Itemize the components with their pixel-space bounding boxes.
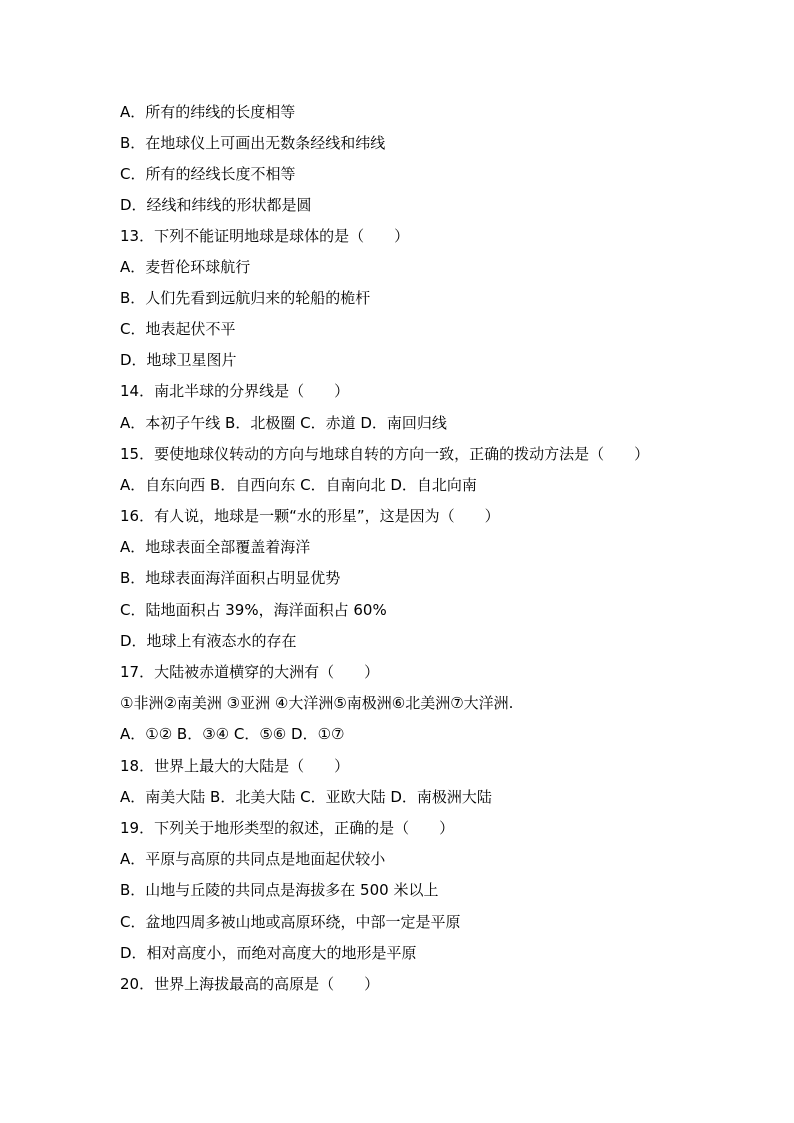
option-line: A．①② B．③④ C．⑤⑥ D．①⑦ [120, 725, 345, 743]
option-line: D．经线和纬线的形状都是圆 [120, 196, 312, 214]
option-line: A．地球表面全部覆盖着海洋 [120, 538, 311, 556]
option-line: B．在地球仪上可画出无数条经线和纬线 [120, 134, 386, 152]
option-line: C．地表起伏不平 [120, 320, 236, 338]
question-line: 20．世界上海拔最高的高原是（ ） [120, 975, 380, 993]
option-line: A．所有的纬线的长度相等 [120, 103, 296, 121]
question-line: 16．有人说，地球是一颗“水的形星”，这是因为（ ） [120, 507, 500, 525]
question-line: 14．南北半球的分界线是（ ） [120, 382, 350, 400]
option-line: D．相对高度小，而绝对高度大的地形是平原 [120, 944, 417, 962]
option-line: C．盆地四周多被山地或高原环绕，中部一定是平原 [120, 913, 461, 931]
option-line: A．南美大陆 B．北美大陆 C．亚欧大陆 D．南极洲大陆 [120, 788, 492, 806]
option-line: B．地球表面海洋面积占明显优势 [120, 569, 341, 587]
question-line: 18．世界上最大的大陆是（ ） [120, 757, 350, 775]
question-line: 19．下列关于地形类型的叙述，正确的是（ ） [120, 819, 455, 837]
option-line: C．所有的经线长度不相等 [120, 165, 296, 183]
option-line: D．地球卫星图片 [120, 351, 237, 369]
question-line: 17．大陆被赤道横穿的大洲有（ ） [120, 663, 380, 681]
option-line: A．平原与高原的共同点是地面起伏较小 [120, 850, 386, 868]
question-line: 13．下列不能证明地球是球体的是（ ） [120, 227, 410, 245]
option-line: A．自东向西 B．自西向东 C．自南向北 D．自北向南 [120, 476, 477, 494]
option-line: B．山地与丘陵的共同点是海拔多在 500 米以上 [120, 881, 439, 899]
option-line: B．人们先看到远航归来的轮船的桅杆 [120, 289, 371, 307]
option-line: A．本初子午线 B．北极圈 C．赤道 D．南回归线 [120, 414, 447, 432]
option-line: D．地球上有液态水的存在 [120, 632, 297, 650]
question-line: 15．要使地球仪转动的方向与地球自转的方向一致，正确的拨动方法是（ ） [120, 445, 650, 463]
choice-list-line: ①非洲②南美洲 ③亚洲 ④大洋洲⑤南极洲⑥北美洲⑦大洋洲. [120, 694, 514, 712]
option-line: C．陆地面积占 39%，海洋面积占 60% [120, 601, 387, 619]
option-line: A．麦哲伦环球航行 [120, 258, 251, 276]
